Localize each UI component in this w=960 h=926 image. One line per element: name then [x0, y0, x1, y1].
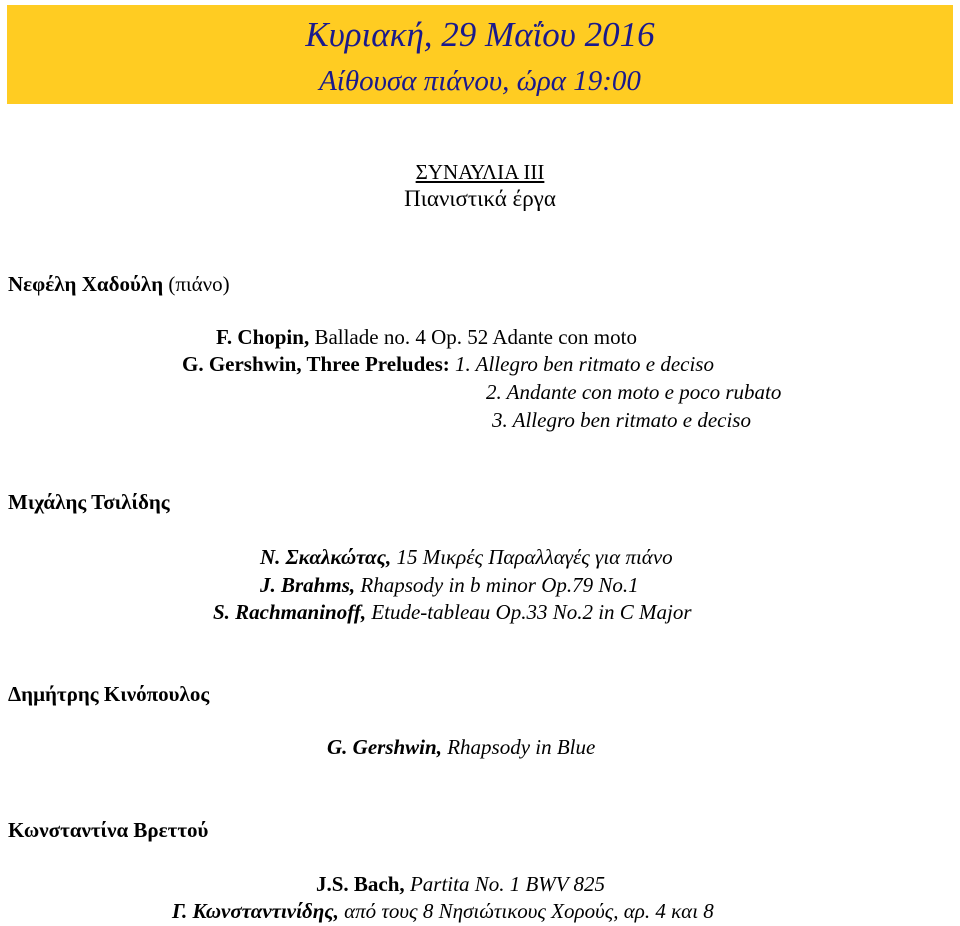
work-item [216, 325, 637, 350]
work-item [260, 573, 639, 598]
composer: G. Gershwin, Three Preludes: [182, 352, 450, 376]
performer-name: Μιχάλης Τσιλίδης [8, 490, 170, 514]
performer-instrument: (πιάνο) [168, 272, 230, 296]
work-item: 2. Andante con moto e poco rubato [486, 380, 782, 404]
performer-name: Δημήτρης Κινόπουλος [8, 682, 210, 706]
composer: J. Brahms, [260, 573, 356, 597]
work-title: Ballade no. 4 Op. 52 Adante con moto [314, 325, 637, 349]
concert-date: Κυριακή, 29 Μαΐου 2016 [305, 15, 655, 54]
venue-time: Αίθουσα πιάνου, ώρα 19:00 [319, 65, 641, 97]
work-item [260, 545, 673, 570]
composer: F. Chopin, [216, 325, 310, 349]
work-item [213, 600, 692, 625]
work-item [172, 899, 714, 924]
work-item [182, 352, 714, 377]
composer: G. Gershwin, [327, 735, 442, 759]
performer-name: Νεφέλη Χαδούλη (πιάνο) [8, 272, 230, 296]
work-title: 1. Allegro ben ritmato e deciso [455, 352, 714, 376]
composer: S. Rachmaninoff, [213, 600, 367, 624]
composer: Ν. Σκαλκώτας, [260, 545, 392, 569]
work-title: Partita No. 1 BWV 825 [409, 872, 605, 896]
work-title: Rhapsody in b minor Op.79 No.1 [360, 573, 639, 597]
work-title: Rhapsody in Blue [447, 735, 596, 759]
work-item [327, 735, 595, 760]
composer: J.S. Bach, [316, 872, 405, 896]
concert-title: ΣΥΝΑΥΛΙΑ ΙΙΙ [415, 160, 545, 184]
composer: Γ. Κωνσταντινίδης, [172, 899, 339, 923]
work-title: Etude-tableau Op.33 No.2 in C Major [371, 600, 692, 624]
work-title: από τους 8 Νησιώτικους Χορούς, αρ. 4 και 8 [344, 899, 714, 923]
performer-name: Κωνσταντίνα Βρεττού [8, 818, 209, 842]
concert-subtitle: Πιανιστικά έργα [404, 186, 556, 211]
work-title: 15 Μικρές Παραλλαγές για πιάνο [396, 545, 673, 569]
work-item: 3. Allegro ben ritmato e deciso [492, 408, 751, 432]
work-item [316, 872, 605, 897]
header-banner [7, 5, 953, 104]
